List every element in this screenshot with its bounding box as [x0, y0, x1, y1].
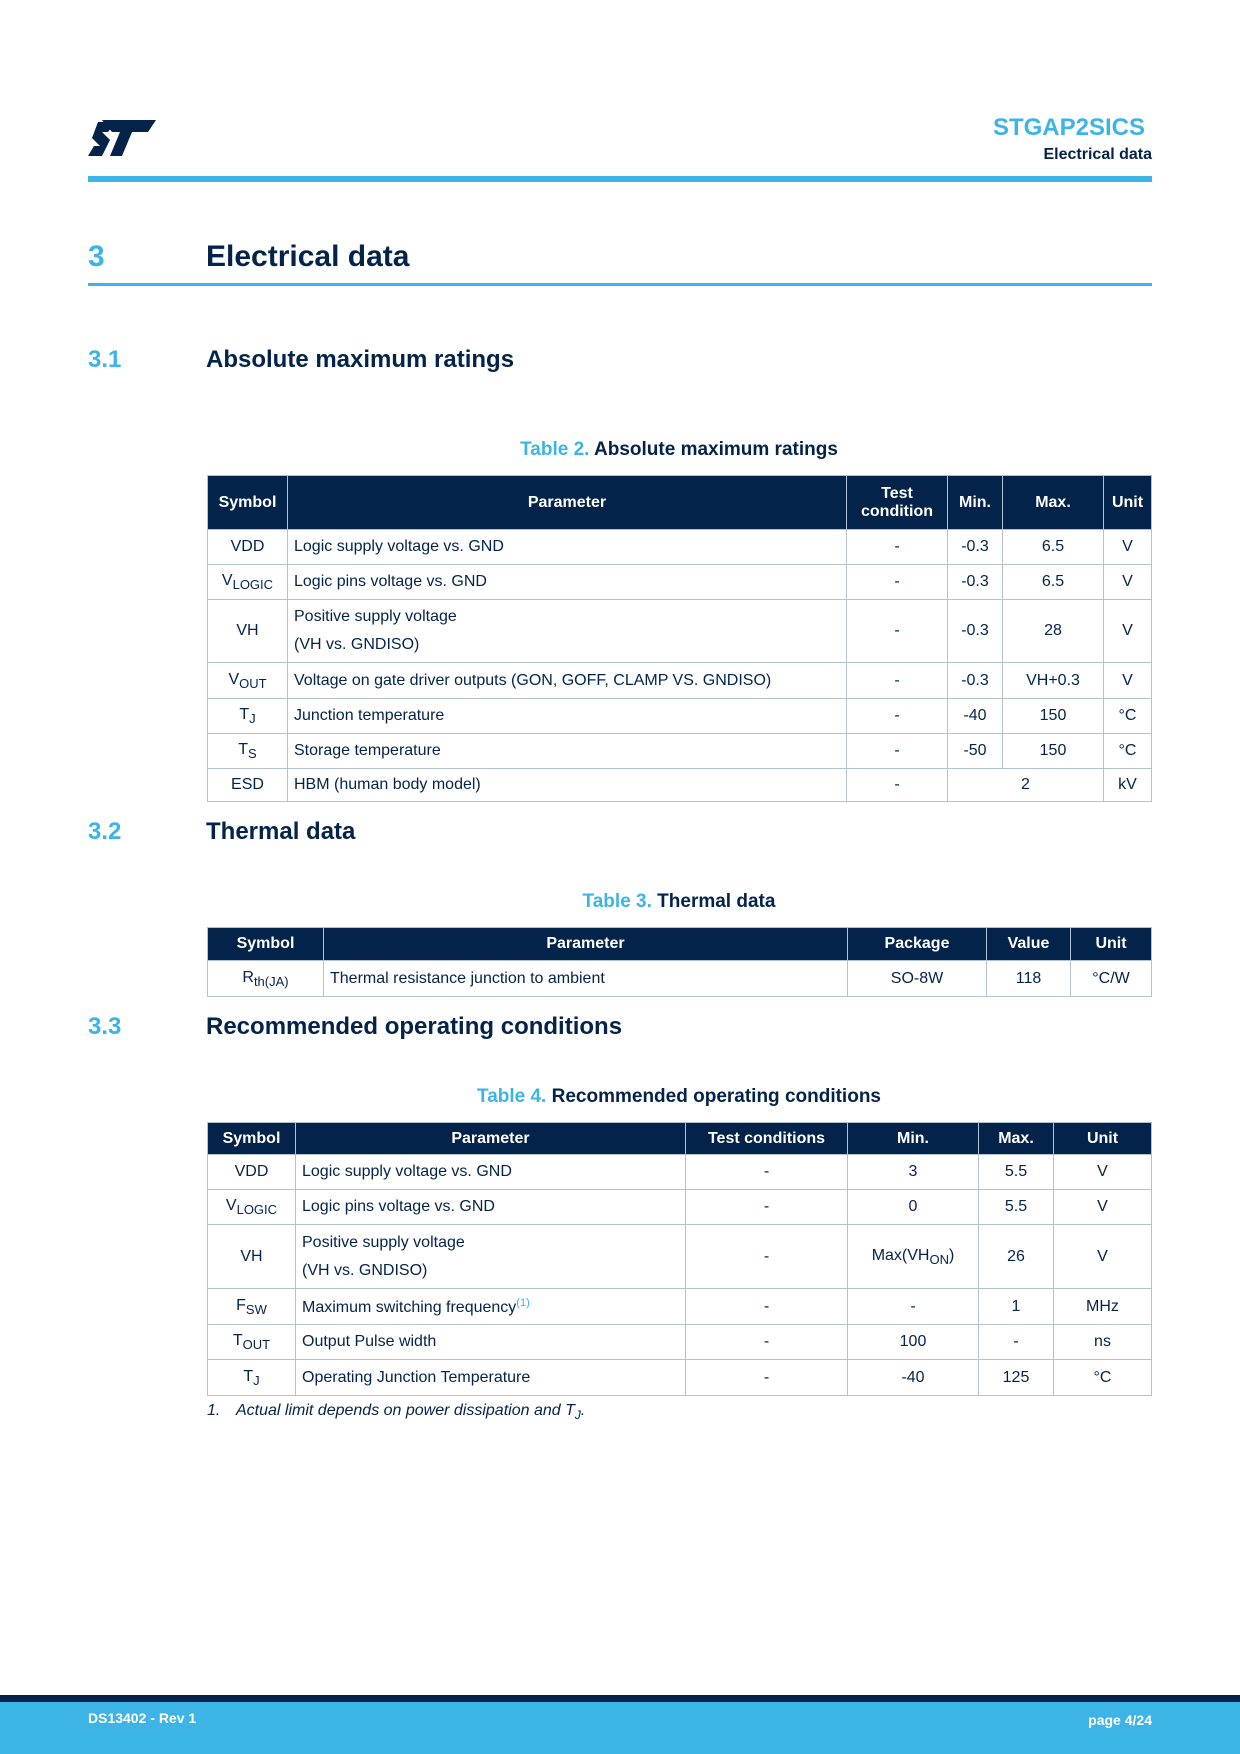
- test-cell: -: [686, 1325, 848, 1360]
- max-cell: 6.5: [1003, 530, 1104, 565]
- unit-cell: V: [1054, 1225, 1152, 1289]
- table-row: [208, 1155, 1152, 1190]
- col-header-test-conditions: Test conditions: [686, 1123, 848, 1155]
- symbol-cell: VDD: [208, 1155, 296, 1190]
- test-cell: -: [847, 663, 948, 699]
- symbol-cell: $R_{th(JA)}$: [208, 961, 324, 997]
- col-header-max: Max.: [979, 1123, 1054, 1155]
- absolute-max-ratings-table: [207, 475, 1152, 802]
- thermal-data-table: [207, 927, 1152, 997]
- section-number: 3.2: [88, 818, 122, 845]
- unit-cell: MHz: [1054, 1289, 1152, 1325]
- test-cell: -: [847, 530, 948, 565]
- test-cell: -: [686, 1289, 848, 1325]
- test-cell: -: [847, 699, 948, 734]
- unit-cell: °C: [1104, 734, 1152, 769]
- table-row: [208, 769, 1152, 802]
- table-header-row: [208, 476, 1152, 530]
- symbol-cell: $V_{OUT}$: [208, 663, 288, 699]
- unit-cell: ns: [1054, 1325, 1152, 1360]
- symbol-cell: VDD: [208, 530, 288, 565]
- col-header-min: Min.: [848, 1123, 979, 1155]
- min-cell: -0.3: [948, 565, 1003, 600]
- parameter-cell: Logic pins voltage vs. GND: [288, 565, 847, 600]
- unit-cell: V: [1054, 1155, 1152, 1190]
- parameter-cell: Junction temperature: [288, 699, 847, 734]
- header-section-name: Electrical data: [1043, 146, 1152, 163]
- section-title: Absolute maximum ratings: [206, 346, 515, 373]
- section-number: 3.1: [88, 346, 122, 373]
- parameter-cell: Logic pins voltage vs. GND: [296, 1190, 686, 1225]
- unit-cell: V: [1104, 530, 1152, 565]
- min-cell: -40: [948, 699, 1003, 734]
- max-cell: 28: [1003, 600, 1104, 663]
- symbol-cell: VH: [208, 1225, 296, 1289]
- col-header-unit: Unit: [1104, 476, 1152, 530]
- unit-cell: V: [1104, 600, 1152, 663]
- min-cell: 0: [848, 1190, 979, 1225]
- chapter-number: 3: [88, 240, 105, 273]
- max-cell: -: [979, 1325, 1054, 1360]
- table-row: [208, 565, 1152, 600]
- col-header-symbol: Symbol: [208, 476, 288, 530]
- test-cell: -: [686, 1155, 848, 1190]
- symbol-cell: $T_{OUT}$: [208, 1325, 296, 1360]
- min-cell: 3: [848, 1155, 979, 1190]
- max-cell: 6.5: [1003, 565, 1104, 600]
- section-title: Recommended operating conditions: [206, 1013, 623, 1040]
- unit-cell: V: [1054, 1190, 1152, 1225]
- table-row: [208, 961, 1152, 997]
- table-row: [208, 1360, 1152, 1396]
- unit-cell: °C/W: [1071, 961, 1152, 997]
- min-cell: 100: [848, 1325, 979, 1360]
- test-cell: -: [686, 1190, 848, 1225]
- table-header-row: [208, 1123, 1152, 1155]
- min-cell: -0.3: [948, 600, 1003, 663]
- min-cell: -40: [848, 1360, 979, 1396]
- section-title: Thermal data: [206, 818, 356, 845]
- parameter-cell: HBM (human body model): [288, 769, 847, 802]
- table2-caption-title: Absolute maximum ratings: [594, 439, 838, 460]
- table4-caption-number: Table 4.: [477, 1086, 547, 1107]
- table-row: [208, 1325, 1152, 1360]
- table-header-row: [208, 928, 1152, 961]
- table-row: [208, 530, 1152, 565]
- unit-cell: °C: [1054, 1360, 1152, 1396]
- max-cell: 1: [979, 1289, 1054, 1325]
- logo-text: ST: [88, 118, 90, 119]
- col-header-min: Min.: [948, 476, 1003, 530]
- col-header-max: Max.: [1003, 476, 1104, 530]
- parameter-cell: Logic supply voltage vs. GND: [296, 1155, 686, 1190]
- col-header-parameter: Parameter: [288, 476, 847, 530]
- test-cell: -: [847, 565, 948, 600]
- chapter-title: Electrical data: [206, 240, 410, 273]
- value-cell: 118: [987, 961, 1071, 997]
- table4-footnote: 1. Actual limit depends on power dissipation and $T_J$.: [207, 1402, 586, 1422]
- symbol-cell: ESD: [208, 769, 288, 802]
- max-cell: 125: [979, 1360, 1054, 1396]
- col-header-unit: Unit: [1054, 1123, 1152, 1155]
- parameter-cell: Positive supply voltage (VH vs. GNDISO): [288, 600, 847, 663]
- table3-caption-title: Thermal data: [657, 891, 776, 912]
- parameter-cell: Voltage on gate driver outputs (GON, GOFF, CLAMP VS. GNDISO): [288, 663, 847, 699]
- recommended-operating-conditions-table: [207, 1122, 1152, 1396]
- max-cell: 5.5: [979, 1155, 1054, 1190]
- test-cell: -: [847, 734, 948, 769]
- max-cell: 150: [1003, 734, 1104, 769]
- table-row: [208, 1190, 1152, 1225]
- parameter-cell: Maximum switching frequency$^{(1)}$: [296, 1289, 686, 1325]
- max-cell: 5.5: [979, 1190, 1054, 1225]
- col-header-value: Value: [987, 928, 1071, 961]
- table-row: [208, 1225, 1152, 1289]
- test-cell: -: [686, 1360, 848, 1396]
- table3-caption: [207, 891, 1151, 913]
- footer-rule: [0, 1695, 1240, 1702]
- st-logo: [88, 118, 158, 158]
- col-header-parameter: Parameter: [324, 928, 848, 961]
- test-cell: -: [847, 769, 948, 802]
- table3-caption-number: Table 3.: [582, 891, 652, 912]
- symbol-cell: $F_{SW}$: [208, 1289, 296, 1325]
- unit-cell: V: [1104, 663, 1152, 699]
- test-cell: -: [847, 600, 948, 663]
- symbol-cell: $V_{LOGIC}$: [208, 1190, 296, 1225]
- max-cell: 150: [1003, 699, 1104, 734]
- minmax-cell: 2: [948, 769, 1104, 802]
- table-row: [208, 1289, 1152, 1325]
- header-product-title: STGAP2SICS: [992, 114, 1145, 141]
- col-header-test-condition: Test condition: [847, 476, 948, 530]
- section-number: 3.3: [88, 1013, 122, 1040]
- parameter-cell: Thermal resistance junction to ambient: [324, 961, 848, 997]
- symbol-cell: $V_{LOGIC}$: [208, 565, 288, 600]
- unit-cell: kV: [1104, 769, 1152, 802]
- min-cell: -0.3: [948, 530, 1003, 565]
- parameter-cell: Operating Junction Temperature: [296, 1360, 686, 1396]
- chapter-rule: [88, 283, 1152, 286]
- table-row: [208, 699, 1152, 734]
- unit-cell: V: [1104, 565, 1152, 600]
- parameter-cell: Positive supply voltage (VH vs. GNDISO): [296, 1225, 686, 1289]
- col-header-unit: Unit: [1071, 928, 1152, 961]
- parameter-cell: Storage temperature: [288, 734, 847, 769]
- table2-caption: [207, 439, 1151, 461]
- footer-doc-id: DS13402 - Rev 1: [88, 1710, 197, 1726]
- symbol-cell: VH: [208, 600, 288, 663]
- max-cell: VH+0.3: [1003, 663, 1104, 699]
- symbol-cell: $T_J$: [208, 699, 288, 734]
- min-cell: $Max(VH_{ON})$: [848, 1225, 979, 1289]
- test-cell: -: [686, 1225, 848, 1289]
- symbol-cell: $T_J$: [208, 1360, 296, 1396]
- col-header-package: Package: [848, 928, 987, 961]
- table-row: [208, 663, 1152, 699]
- parameter-cell: Logic supply voltage vs. GND: [288, 530, 847, 565]
- col-header-parameter: Parameter: [296, 1123, 686, 1155]
- col-header-symbol: Symbol: [208, 928, 324, 961]
- col-header-symbol: Symbol: [208, 1123, 296, 1155]
- package-cell: SO-8W: [848, 961, 987, 997]
- table-row: [208, 734, 1152, 769]
- header-rule: [88, 176, 1152, 182]
- min-cell: -: [848, 1289, 979, 1325]
- max-cell: 26: [979, 1225, 1054, 1289]
- min-cell: -50: [948, 734, 1003, 769]
- table2-caption-number: Table 2.: [520, 439, 590, 460]
- footnote-ref: (1): [516, 1296, 530, 1309]
- footer-page-number: page 4/24: [1088, 1712, 1152, 1728]
- table4-caption-title: Recommended operating conditions: [551, 1086, 881, 1107]
- table-row: [208, 600, 1152, 663]
- table4-caption: [207, 1086, 1151, 1108]
- unit-cell: °C: [1104, 699, 1152, 734]
- parameter-cell: Output Pulse width: [296, 1325, 686, 1360]
- min-cell: -0.3: [948, 663, 1003, 699]
- symbol-cell: $T_S$: [208, 734, 288, 769]
